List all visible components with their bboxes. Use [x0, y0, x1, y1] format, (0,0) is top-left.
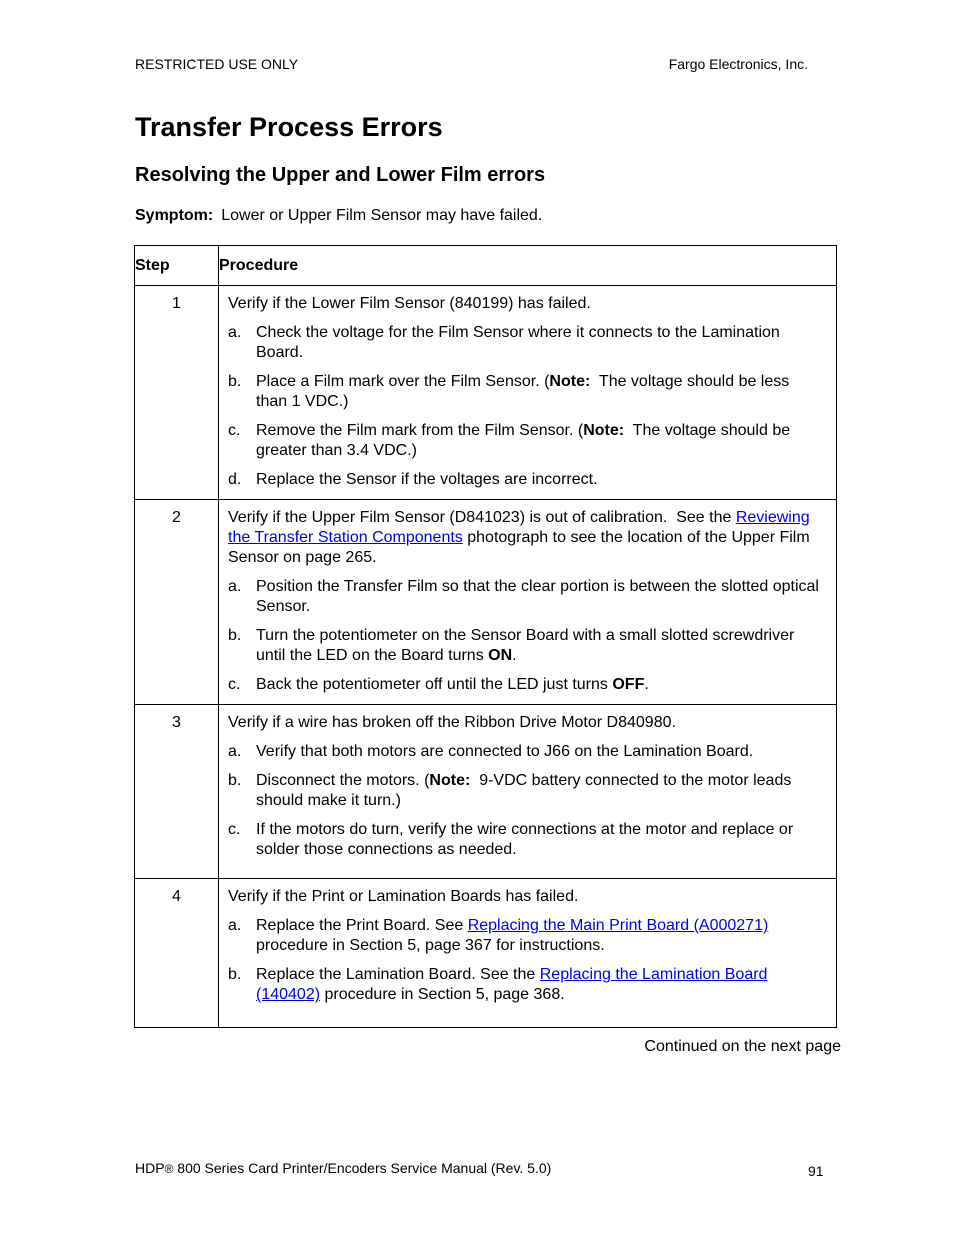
page-number: 91 — [808, 1163, 824, 1179]
section-heading: Resolving the Upper and Lower Film errors — [135, 164, 546, 186]
symptom-text: Lower or Upper Film Sensor may have failed. — [221, 207, 543, 224]
registered-mark: ® — [164, 1162, 174, 1176]
substep-text: procedure in Section 5, page 368. — [320, 986, 565, 1003]
substep-text: Check the voltage for the Film Sensor where it connects to the Lamination Board. — [256, 324, 780, 361]
table-header-row — [135, 246, 837, 286]
procedure-main-text-part: Verify if the Upper Film Sensor (D841023) is out of calibration. See the — [228, 509, 736, 526]
step-column-header: Step — [135, 246, 219, 286]
substep-text: Replace the Sensor if the voltages are incorrect. — [256, 471, 598, 488]
emphasis-text: ON — [488, 647, 513, 664]
step-number: 1 — [135, 286, 219, 500]
procedure-substep — [228, 916, 824, 956]
transfer-station-components-link[interactable]: Reviewing the Transfer Station Components — [228, 509, 810, 546]
step-number: 2 — [135, 500, 219, 705]
note-label: Note: — [583, 422, 625, 439]
substep-text: Position the Transfer Film so that the clear portion is between the slotted optical Sensor. — [256, 578, 819, 615]
lamination-board-link[interactable]: Replacing the Lamination Board (140402) — [256, 966, 768, 1003]
procedure-substep — [228, 323, 824, 363]
procedure-substep — [228, 470, 824, 490]
page-title: Transfer Process Errors — [135, 112, 443, 142]
running-header-left: RESTRICTED USE ONLY — [135, 56, 299, 72]
procedure-substep — [228, 742, 824, 762]
substep-letter: c. — [228, 422, 241, 439]
substep-letter: b. — [228, 373, 242, 390]
table-row — [135, 879, 837, 1028]
substep-text: procedure in Section 5, page 367 for instructions. — [256, 937, 605, 954]
substep-letter: b. — [228, 966, 242, 983]
substep-letter: d. — [228, 471, 242, 488]
substep-text: If the motors do turn, verify the wire connections at the motor and replace or solder those connections as needed. — [256, 821, 794, 858]
procedure-main-text — [228, 508, 824, 568]
footer-text: 800 Series Card Printer/Encoders Service Manual (Rev. 5.0) — [173, 1160, 552, 1176]
table-row — [135, 286, 837, 500]
running-header-right: Fargo Electronics, Inc. — [668, 56, 808, 72]
main-print-board-link[interactable]: Replacing the Main Print Board (A000271) — [467, 917, 769, 934]
step-number: 4 — [135, 879, 219, 1028]
procedure-cell — [219, 286, 837, 500]
procedure-main-text-part: photograph to see the location of the Upper Film Sensor on page 265. — [228, 529, 810, 566]
substep-text: Replace the Print Board. See — [256, 917, 468, 934]
procedure-substep — [228, 965, 824, 1005]
substep-letter: c. — [228, 821, 241, 838]
table-row — [135, 500, 837, 705]
substep-text: Turn the potentiometer on the Sensor Board with a small slotted screwdriver until the LED on the Board turns — [256, 627, 795, 664]
procedure-substep — [228, 372, 824, 412]
procedure-substep — [228, 771, 824, 811]
substep-text: Place a Film mark over the Film Sensor. ( — [256, 373, 550, 390]
footer-text: HDP — [135, 1160, 165, 1176]
substep-letter: c. — [228, 676, 241, 693]
procedure-table — [134, 245, 837, 1028]
procedure-substep — [228, 675, 824, 695]
substep-text: The voltage should be greater than 3.4 VDC.) — [256, 422, 795, 459]
step-number: 3 — [135, 705, 219, 879]
procedure-cell — [219, 879, 837, 1028]
note-label: Note: — [429, 772, 471, 789]
procedure-substep — [228, 421, 824, 461]
substep-text: Disconnect the motors. ( — [256, 772, 430, 789]
footer-manual-title — [135, 1160, 551, 1176]
continued-note: Continued on the next page — [644, 1038, 841, 1055]
procedure-substep — [228, 577, 824, 617]
substep-text: Back the potentiometer off until the LED just turns — [256, 676, 613, 693]
substep-letter: a. — [228, 578, 242, 595]
substep-text: The voltage should be less than 1 VDC.) — [256, 373, 794, 410]
substep-letter: b. — [228, 627, 242, 644]
substep-letter: a. — [228, 743, 242, 760]
substep-text: Replace the Lamination Board. See the — [256, 966, 540, 983]
emphasis-text: OFF — [612, 676, 645, 693]
procedure-main-text: Verify if the Lower Film Sensor (840199) has failed. — [228, 295, 591, 312]
procedure-main-text: Verify if the Print or Lamination Boards has failed. — [228, 888, 579, 905]
substep-letter: b. — [228, 772, 242, 789]
substep-text: 9-VDC battery connected to the motor leads should make it turn.) — [256, 772, 796, 809]
procedure-substep — [228, 626, 824, 666]
substep-text: Remove the Film mark from the Film Sensor. ( — [256, 422, 584, 439]
note-label: Note: — [549, 373, 591, 390]
procedure-main-text: Verify if a wire has broken off the Ribbon Drive Motor D840980. — [228, 714, 676, 731]
procedure-cell — [219, 705, 837, 879]
substep-text: . — [644, 676, 649, 693]
table-row — [135, 705, 837, 879]
procedure-substep — [228, 820, 824, 860]
symptom-line — [135, 207, 542, 225]
procedure-cell — [219, 500, 837, 705]
substep-letter: a. — [228, 324, 242, 341]
symptom-label: Symptom: — [135, 207, 214, 224]
substep-letter: a. — [228, 917, 242, 934]
substep-text: Verify that both motors are connected to J66 on the Lamination Board. — [256, 743, 754, 760]
procedure-column-header: Procedure — [219, 246, 837, 286]
substep-text: . — [512, 647, 517, 664]
